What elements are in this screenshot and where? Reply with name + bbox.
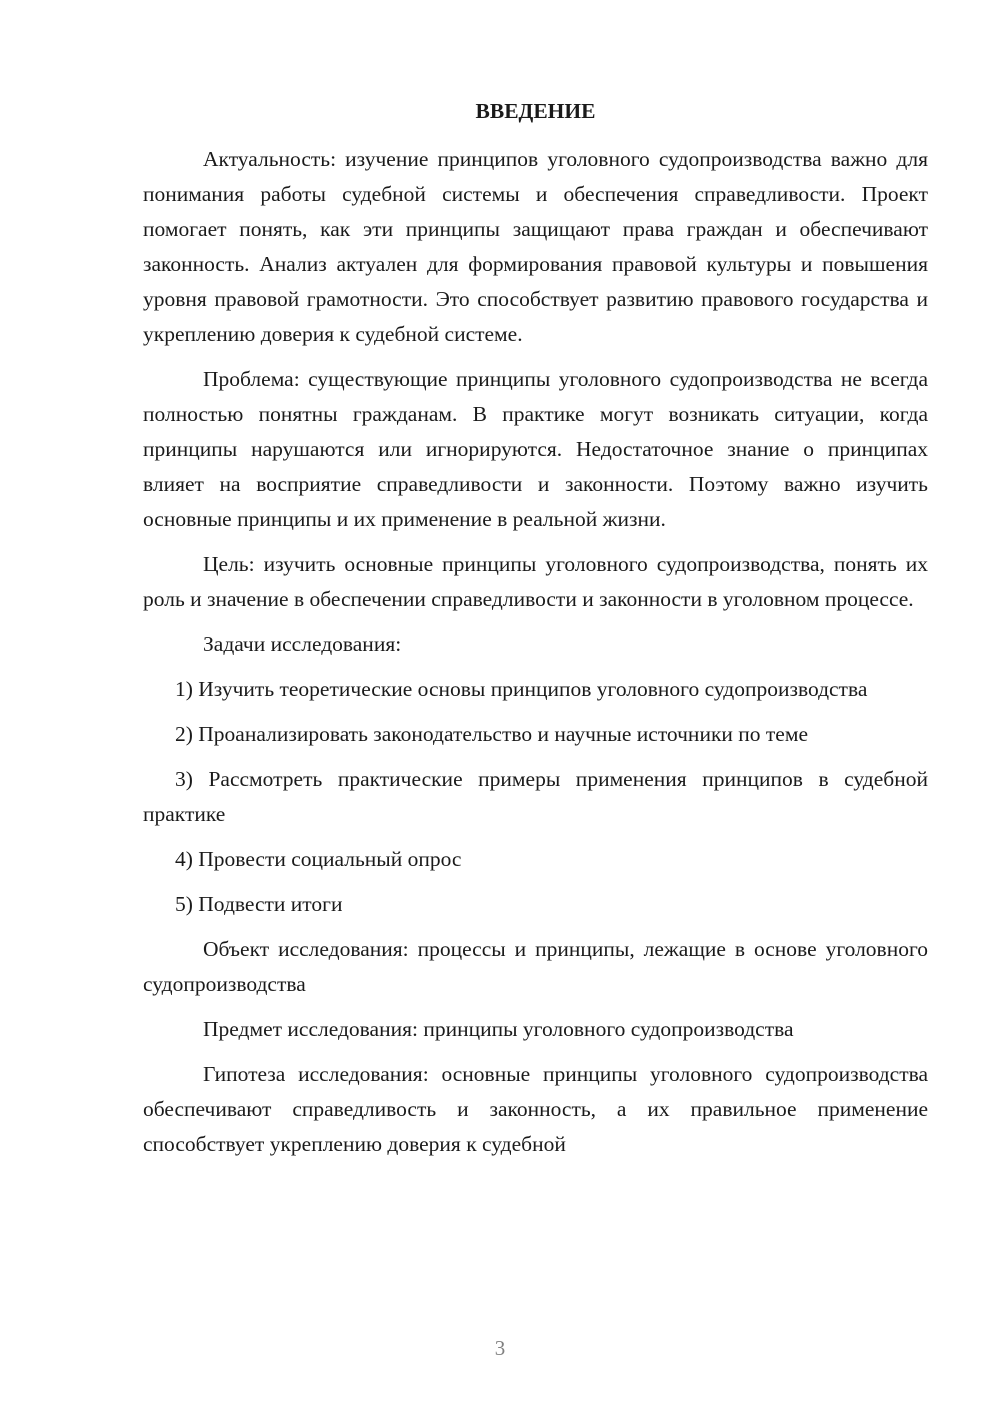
paragraph-goal: Цель: изучить основные принципы уголовного судопроизводства, понять их роль и значение в обеспечении справедливости и законности в уголовном процессе. (143, 552, 928, 611)
task-item-5: 5) Подвести итоги (175, 892, 343, 916)
paragraph-hypothesis: Гипотеза исследования: основные принципы уголовного судопроизводства обеспечивают справедливость и законность, а их правильное применение способствует укреплению доверия к судебной (143, 1062, 928, 1156)
page-number: 3 (494, 1336, 506, 1360)
section-title: ВВЕДЕНИЕ (475, 99, 596, 123)
paragraph-problem: Проблема: существующие принципы уголовного судопроизводства не всегда полностью понятны гражданам. В практике могут возникать ситуации, когда принципы нарушаются или игнорируются. Недостаточное знание о принципах влияет на восприятие справедливости и законности. Поэтому важно изучить основные принципы и их применение в реальной жизни. (143, 367, 928, 531)
paragraph-object: Объект исследования: процессы и принципы, лежащие в основе уголовного судопроизводства (143, 937, 928, 996)
document-body (143, 142, 928, 1172)
task-item-4: 4) Провести социальный опрос (175, 847, 462, 871)
paragraph-relevance: Актуальность: изучение принципов уголовного судопроизводства важно для понимания работы судебной системы и обеспечения справедливости. Проект помогает понять, как эти принципы защищают права граждан и обеспечивают законность. Анализ актуален для формирования правовой культуры и повышения уровня правовой грамотности. Это способствует развитию правового государства и укреплению доверия к судебной системе. (143, 147, 928, 346)
task-item-1: 1) Изучить теоретические основы принципов уголовного судопроизводства (175, 677, 868, 701)
task-item-2: 2) Проанализировать законодательство и научные источники по теме (175, 722, 808, 746)
paragraph-subject: Предмет исследования: принципы уголовного судопроизводства (203, 1017, 794, 1041)
task-item-3: 3) Рассмотреть практические примеры применения принципов в судебной практике (143, 767, 928, 826)
paragraph-tasks-heading: Задачи исследования: (203, 632, 402, 656)
